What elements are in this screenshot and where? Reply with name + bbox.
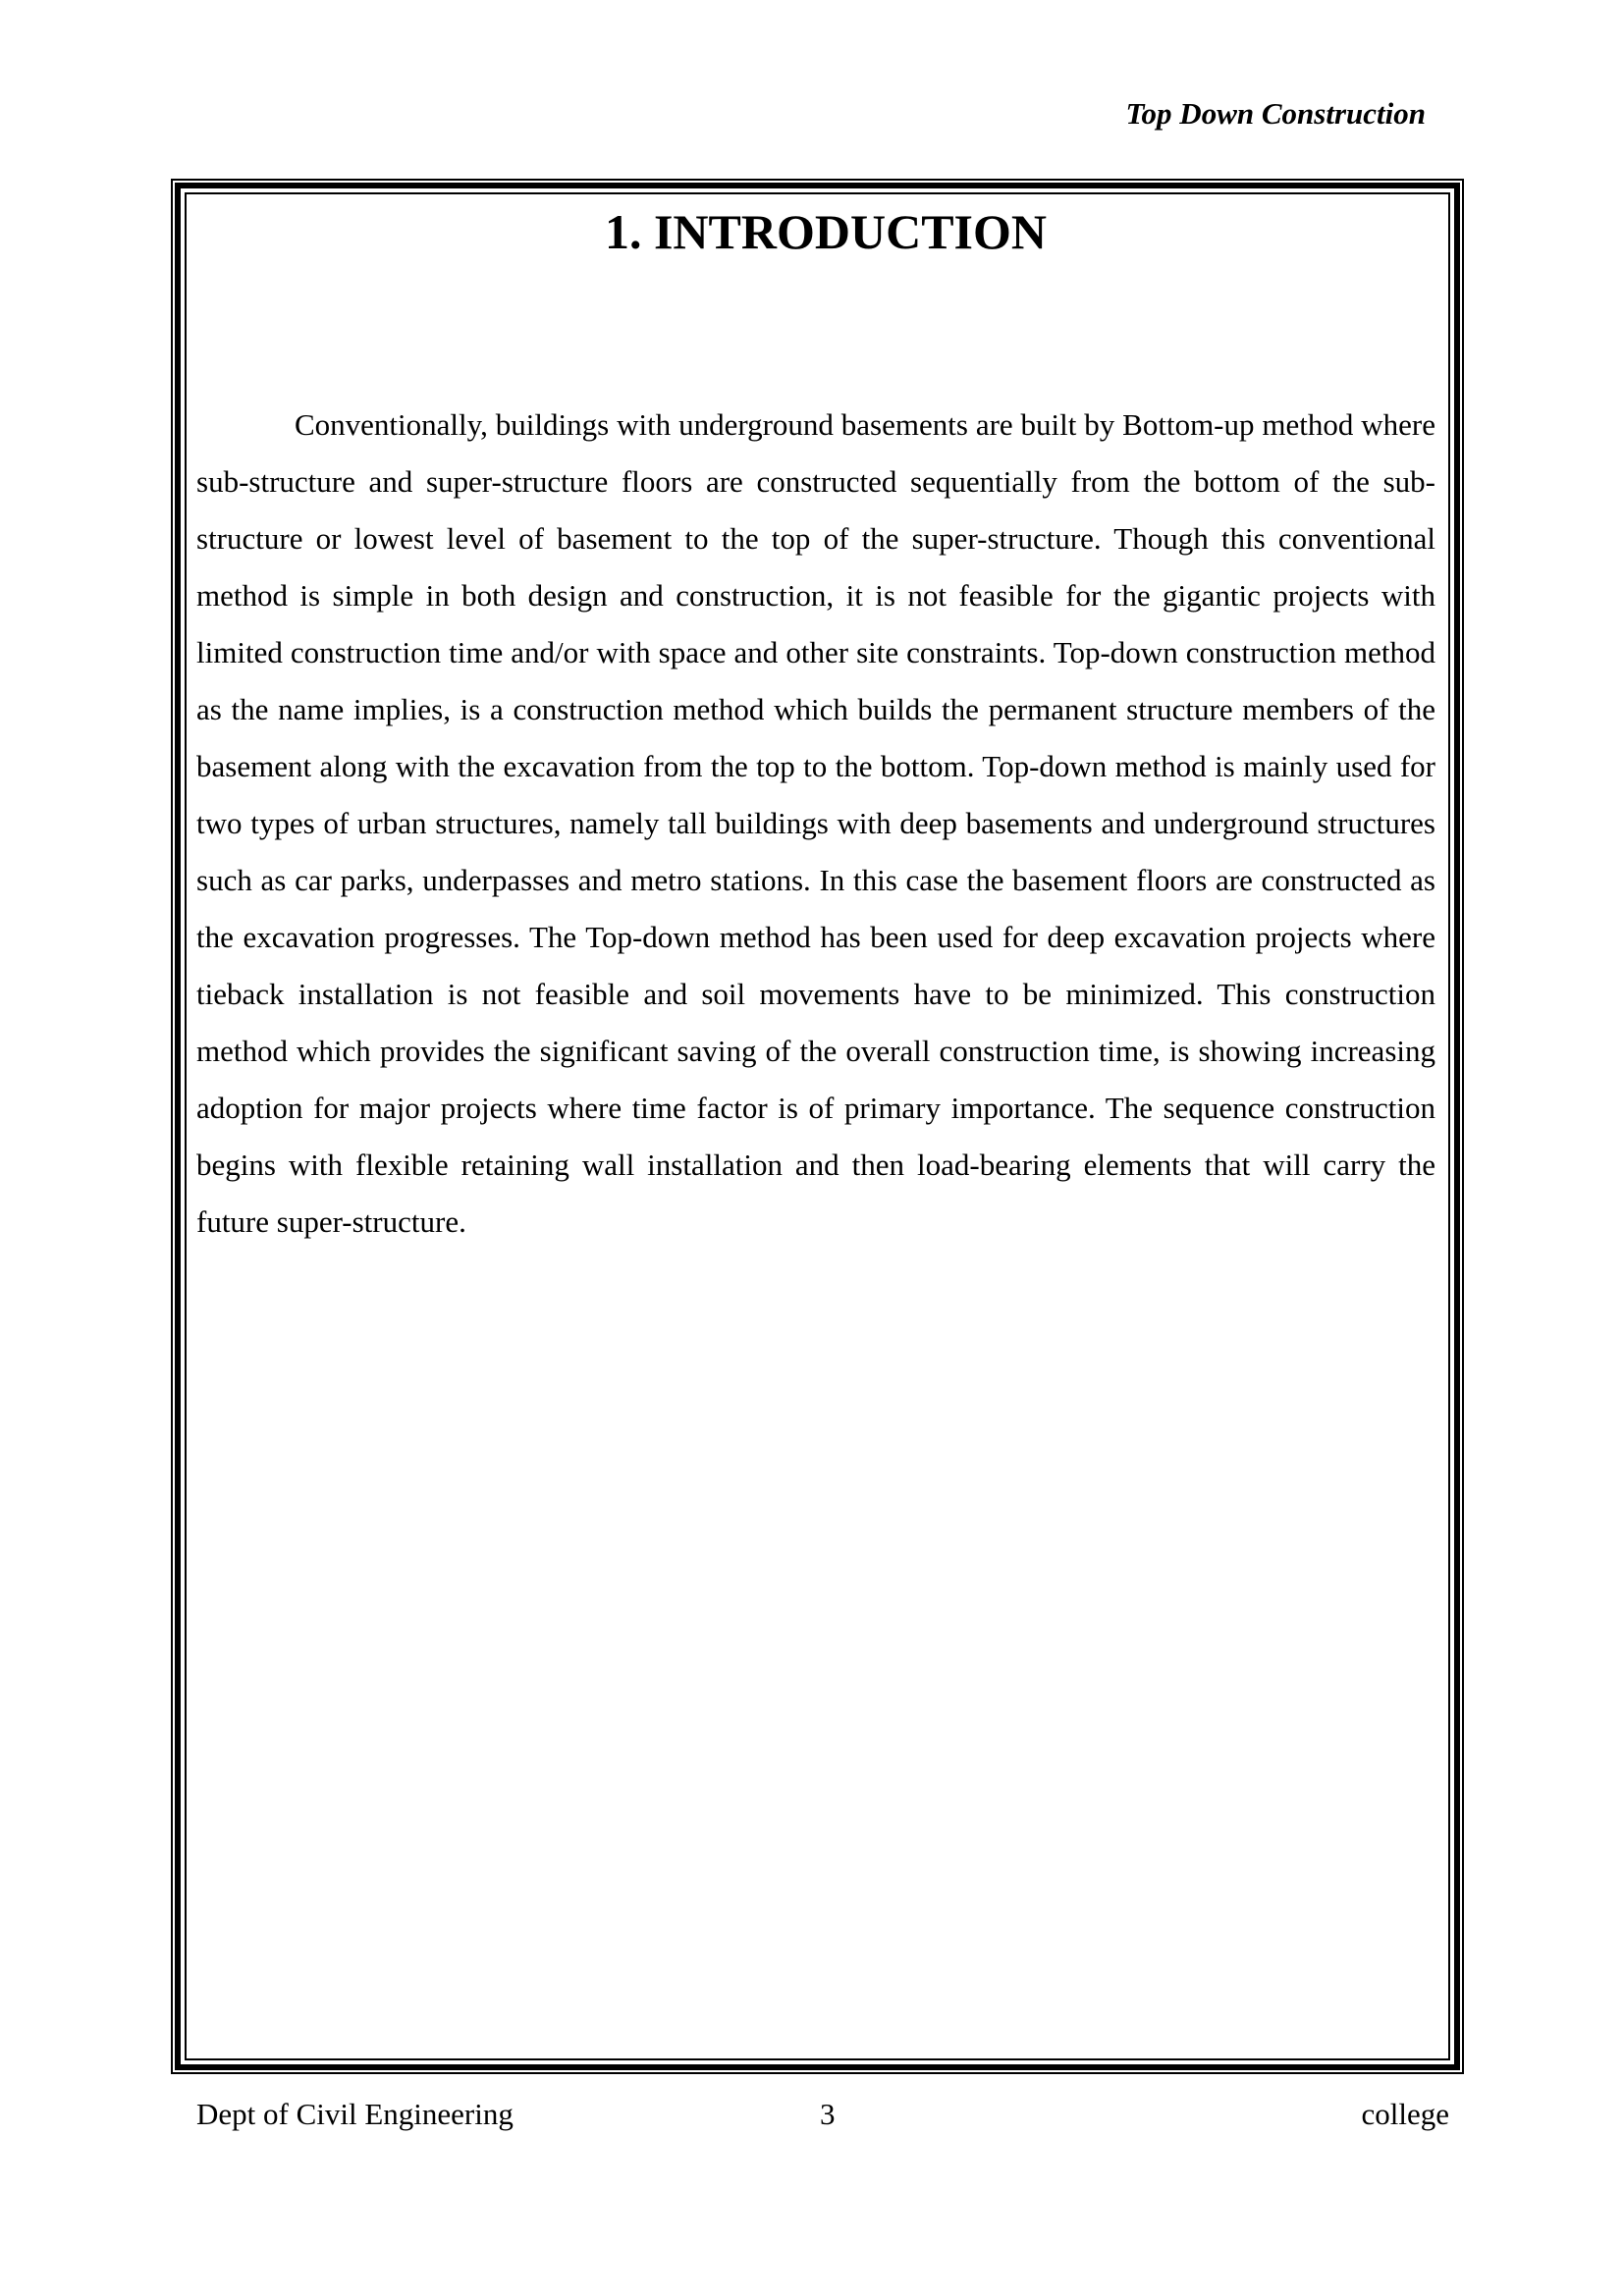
- footer-department: Dept of Civil Engineering: [196, 2097, 514, 2131]
- introduction-paragraph: Conventionally, buildings with underground basements are built by Bottom-up method where sub-structure and super-structure floors are constructed sequentially from the bottom of the sub-structure or lowest level of basement to the top of the super-structure. Though this conventional method is simple in both design and construction, it is not feasible for the gigantic projects with limited construction time and/or with space and other site constraints. Top-down construction method as the name implies, is a construction method which builds the permanent structure members of the basement along with the excavation from the top to the bottom. Top-down method is mainly used for two types of urban structures, namely tall buildings with deep basements and underground structures such as car parks, underpasses and metro stations. In this case the basement floors are constructed as the excavation progresses. The Top-down method has been used for deep excavation projects where tieback installation is not feasible and soil movements have to be minimized. This construction method which provides the significant saving of the overall construction time, is showing increasing adoption for major projects where time factor is of primary importance. The sequence construction begins with flexible retaining wall installation and then load-bearing elements that will carry the future super-structure.: [196, 407, 1435, 1239]
- chapter-heading: 1. INTRODUCTION: [604, 204, 1048, 259]
- running-header-title: Top Down Construction: [1125, 96, 1426, 131]
- page-content: [196, 192, 1435, 1251]
- footer-page-number: 3: [820, 2097, 836, 2131]
- footer-institution: college: [1361, 2097, 1449, 2131]
